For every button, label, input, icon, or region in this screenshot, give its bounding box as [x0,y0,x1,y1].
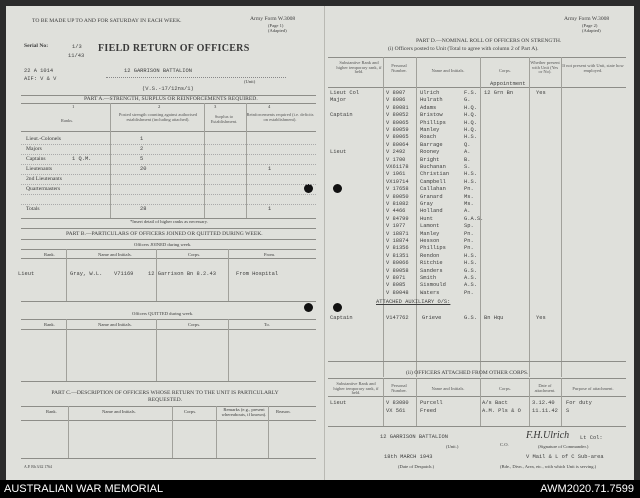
left-code-2: AIF: V & V [24,76,57,82]
caption-source: AUSTRALIAN WAR MEMORIAL [4,483,164,495]
officer-corps: Ms. [464,201,474,207]
header-posted: Posted strength counting against authorised establishment (including attached). [118,112,198,122]
officer-corps: H.S. [464,260,477,267]
archive-caption-bar [0,480,640,498]
rank-label: Quartermasters [26,186,61,192]
officer-corps: G.S. [464,267,477,274]
officer-corps: G.A.S. [464,215,484,222]
officer-corps: H.S. [464,252,477,259]
joined-name: Gray, W.L. [70,271,103,277]
caption-accession: AWM2020.71.7599 [540,483,634,495]
attached-name: Grieve [422,315,442,321]
army-form-label-2: Army Form W.3008 [564,16,610,22]
rank-label: Majors [26,146,42,152]
officer-name: Manley [420,127,440,133]
quitted-title: Officers QUITTED during week. [132,311,194,316]
officer-name: Ulrich [420,90,440,96]
rank-label: Totals [26,206,40,212]
reinforcement-value: 1 [268,166,272,172]
part-a-title: PART A.—STRENGTH, SURPLUS OR REINFORCEMENTS REQUIRED. [84,96,258,102]
officer-corps: H.Q. [464,112,477,119]
appointment-label: Appointment [490,81,526,87]
officer-corps: A. [464,208,471,215]
officer-name: Christian [420,171,450,178]
posted-value: 5 [140,156,144,162]
unit-sign-label: (Unit.) [446,444,459,449]
col-header: Name and Initials. [431,386,465,391]
officer-number: V 81356 [386,245,409,252]
officer-name: Hulrath [420,97,443,104]
attached-heading: ATTACHED AUXILIARY O/S: [376,299,451,305]
header-reinf: Reinforcements required (i.e. deficits on establishment). [246,112,314,122]
col-header: Rank. [46,409,57,414]
officer-number: V 81082 [386,201,409,207]
officer-name: Gray [420,201,433,207]
officer-corps: H.Q. [464,104,477,111]
serial-value-2: 11/43 [68,53,85,59]
subtitle-ii: (ii) OFFICERS ATTACHED FROM OTHER CORPS. [406,370,529,376]
rank-label: Lieut.-Colonels [26,136,61,142]
officer-number: VX19714 [386,178,409,185]
officer-corps: Pn. [464,245,474,252]
officer-number: V 4466 [386,208,406,215]
officer-name: Smith [420,275,437,281]
officer-corps: H.Q. [464,119,477,126]
army-form-sub: (Page 1) (Adapted) [268,23,287,33]
attached-rank: Lieut [330,400,347,406]
attached-corps: A/s Bact [482,400,508,406]
part-c-title: PART C.—DESCRIPTION OF OFFICERS WHOSE RETURN TO THE UNIT IS PARTICULARLY REQUESTED. [51,390,279,403]
row-rule [21,194,316,195]
col-num: 2 [158,104,161,109]
officer-rank: Major [330,97,347,104]
officer-name: Bristow [420,112,443,119]
officer-name: Phillips [420,119,446,126]
officer-corps: Ms. [464,193,474,200]
attached-number: V147762 [386,315,409,321]
officer-corps: Sp. [464,223,474,230]
punch-hole [333,184,342,193]
punch-hole [333,303,342,312]
officer-name: Manley [420,230,440,237]
col-header: Corps. [188,252,201,257]
officer-present: Yes [536,90,546,96]
officer-number: VX61178 [386,164,409,170]
officer-name: Roach [420,134,437,141]
officer-corps: S. [464,164,471,170]
officer-rank: Lieut [330,149,347,156]
attached-rank: Captain [330,315,353,321]
unit-sign: 12 GARRISON BATTALION [380,434,448,440]
row-rule [21,154,316,155]
row-rule [21,164,316,165]
officer-number: V 1077 [386,223,406,230]
officer-name: Barrage [420,141,443,148]
col-header: To. [264,322,270,327]
officer-number: V 18874 [386,238,409,244]
officer-number: V 18871 [386,230,409,237]
officer-corps: H.Q. [464,127,477,133]
officer-name: Holland [420,208,443,215]
attached-date: 11.11.42 [532,408,558,414]
row-rule [21,174,316,175]
col-header: Name and Initials. [98,322,132,327]
punch-hole [304,303,313,312]
officer-number: V 80081 [386,104,409,111]
posted-value: 20 [140,166,147,172]
subtitle-i: (i) Officers posted to Unit (Total to agree with column 2 of Part A). [388,46,539,52]
officer-corps: F.S. [464,90,477,96]
row-rule [21,184,316,185]
col-header: Reason. [276,409,291,414]
col-header: Name and Initials. [102,409,136,414]
col-header: Rank. [44,252,55,257]
attached-number: V 83080 [386,400,409,406]
attached-number: VX 561 [386,408,406,414]
officer-number: V 1961 [386,171,406,178]
officer-corps: A.S. [464,275,477,281]
attached-present: Yes [536,315,546,321]
header-ranks: Ranks. [60,118,74,123]
officer-name: Hunt [420,215,433,222]
top-note: TO BE MADE UP TO AND FOR SATURDAY IN EACH WEEK. [32,18,182,24]
officer-name: Buchanan [420,164,446,170]
signature: F.H.Ulrich [526,430,570,441]
col-num: 3 [214,104,217,109]
col-header: Name and Initials. [431,68,465,73]
hq-value: V Mail & L of C Sub-area [526,454,604,460]
attached-corps: A.M. Pls & O [482,408,521,414]
officer-number: V 84799 [386,215,409,222]
attached-name: Freed [420,408,437,414]
col-header: Personal Number. [391,63,407,73]
attached-corps: G.S. [464,315,477,321]
attached-date: 3.12.40 [532,400,555,406]
co-label: C.O. [500,442,509,447]
posted-value: 2 [140,146,144,152]
officer-number: V 17658 [386,186,409,193]
officer-corps: A.S. [464,282,477,289]
officer-number: V 80064 [386,141,409,148]
officer-name: Rooney [420,149,440,156]
col-header: Substantive Rank and higher temporary rank, if held. [336,60,382,75]
attached-purpose: For duty [566,400,592,406]
officer-number: V 80066 [386,260,409,267]
col-header: Corps. [184,409,197,414]
col-header: Personal Number. [391,383,407,393]
captains-note: 1 Q.M. [72,156,92,162]
officer-number: V 81351 [386,252,409,259]
col-header: Date of attachment. [534,383,556,393]
col-header: From. [264,252,276,257]
col-header: Substantive Rank and higher temporary rank, if held. [333,381,379,396]
officer-corps: Q. [464,141,471,148]
col-num: 4 [268,104,271,109]
officer-number: V 8086 [386,97,406,104]
officer-number: V 8007 [386,90,406,96]
signature-label: (Signature of Commander.) [538,444,589,449]
officer-number: V 80050 [386,193,409,200]
unit-value: 12 GARRISON BATTALION [124,68,192,74]
officer-number: V 80059 [386,127,409,133]
officer-number: V 80048 [386,289,409,296]
officer-name: Waters [420,289,440,296]
officer-corps: H.S. [464,134,477,141]
rank-label: Lieutenants [26,166,53,172]
officer-name: Lamont [420,223,440,230]
serial-value: 1/3 [72,44,82,50]
officer-name: Phillips [420,245,446,252]
serial-no-label: Serial No: [24,43,49,49]
officer-corps: A. [464,149,471,156]
officer-rank: Captain [330,112,353,119]
col-header: Corps. [188,322,201,327]
joined-number: V71169 [114,271,134,277]
officer-number: V 8071 [386,275,406,281]
officer-unit: 12 Grn Bn [484,90,514,96]
officer-number: V 80065 [386,134,409,141]
officer-corps: B. [464,156,471,163]
part-b-title: PART B.—PARTICULARS OF OFFICERS JOINED OR QUITTED DURING WEEK. [66,231,263,237]
officer-name: Ritchie [420,260,443,267]
joined-title: Officers JOINED during week. [134,242,192,247]
attached-unit: Bn Hqu [484,315,504,321]
header-surplus: Surplus to Establishment. [210,114,238,124]
posted-value: 28 [140,206,147,212]
attached-purpose: S [566,408,570,414]
row-rule [21,204,316,205]
joined-reason: From Hospital [236,271,279,277]
part-d-title: PART D.—NOMINAL ROLL OF OFFICERS ON STRENGTH. [416,38,562,44]
officer-name: Campbell [420,178,446,185]
rank-label: Captains [26,156,46,162]
col-header: If not present with Unit, state how employed. [562,63,624,73]
print-code: A.P. Bh 3/42 1764 [24,465,52,469]
officer-rank: Lieut Col [330,90,360,96]
officer-name: Granard [420,193,443,200]
officer-name: Hesson [420,238,440,244]
officer-name: Sanders [420,267,443,274]
officer-name: Sismould [420,282,446,289]
col-header: Whether present with Unit (Yes or No). [530,60,560,75]
officer-name: Callahan [420,186,446,193]
officer-corps: Pn. [464,238,474,244]
despatch-date: 18th MARCH 1943 [384,454,433,460]
unit-label: (Unit) [244,79,256,84]
col-header: Remarks (e.g., present whereabouts, if known). [221,407,267,417]
rank-label: 2nd Lieutenants [26,176,62,182]
officer-corps: Pn. [464,289,474,296]
officer-corps: H.S. [464,171,477,178]
officer-number: V 2492 [386,149,406,156]
week-code: (V.S.-17/12ns/1) [142,86,194,92]
field-return-form [6,6,634,480]
col-num: 1 [72,104,75,109]
col-header: Rank. [44,322,55,327]
posted-value: 1 [140,136,144,142]
col-header: Corps. [499,68,511,73]
hq-label: (Bde., Divn., Area, etc., with which Unit is serving.) [500,464,597,469]
punch-hole [304,184,313,193]
officer-corps: Pn. [464,230,474,237]
left-code-1: 22 A 1014 [24,68,54,74]
page-fold [324,6,325,480]
officer-name: Bright [420,156,440,163]
army-form-label: Army Form W.3008 [250,16,296,22]
row-rule [21,144,316,145]
officer-number: V 80058 [386,267,409,274]
officer-number: V 80065 [386,119,409,126]
col-header: Name and Initials. [98,252,132,257]
officer-number: V 1700 [386,156,406,163]
officer-corps: H.S. [464,178,477,185]
despatch-date-label: (Date of Despatch.) [398,464,435,469]
joined-rank: Lieut [18,271,35,277]
col-header: Corps. [499,386,511,391]
joined-from: 12 Garrison Bn 8.2.43 [148,271,216,277]
officer-number: V 8085 [386,282,406,289]
reinforcement-value: 1 [268,206,272,212]
officer-corps: Pn. [464,186,474,193]
col-header: Purpose of attachment. [572,386,614,391]
officer-name: Rendon [420,252,440,259]
attached-name: Purcell [420,400,443,406]
footnote: *Insert detail of higher ranks as necessary. [130,219,208,224]
form-title: FIELD RETURN OF OFFICERS [98,43,250,54]
signature-rank: Lt Col: [580,435,603,441]
officer-name: Adams [420,104,437,111]
officer-corps: G. [464,97,471,104]
army-form-sub-2: (Page 2) (Adapted) [582,23,601,33]
officer-number: V 80052 [386,112,409,119]
